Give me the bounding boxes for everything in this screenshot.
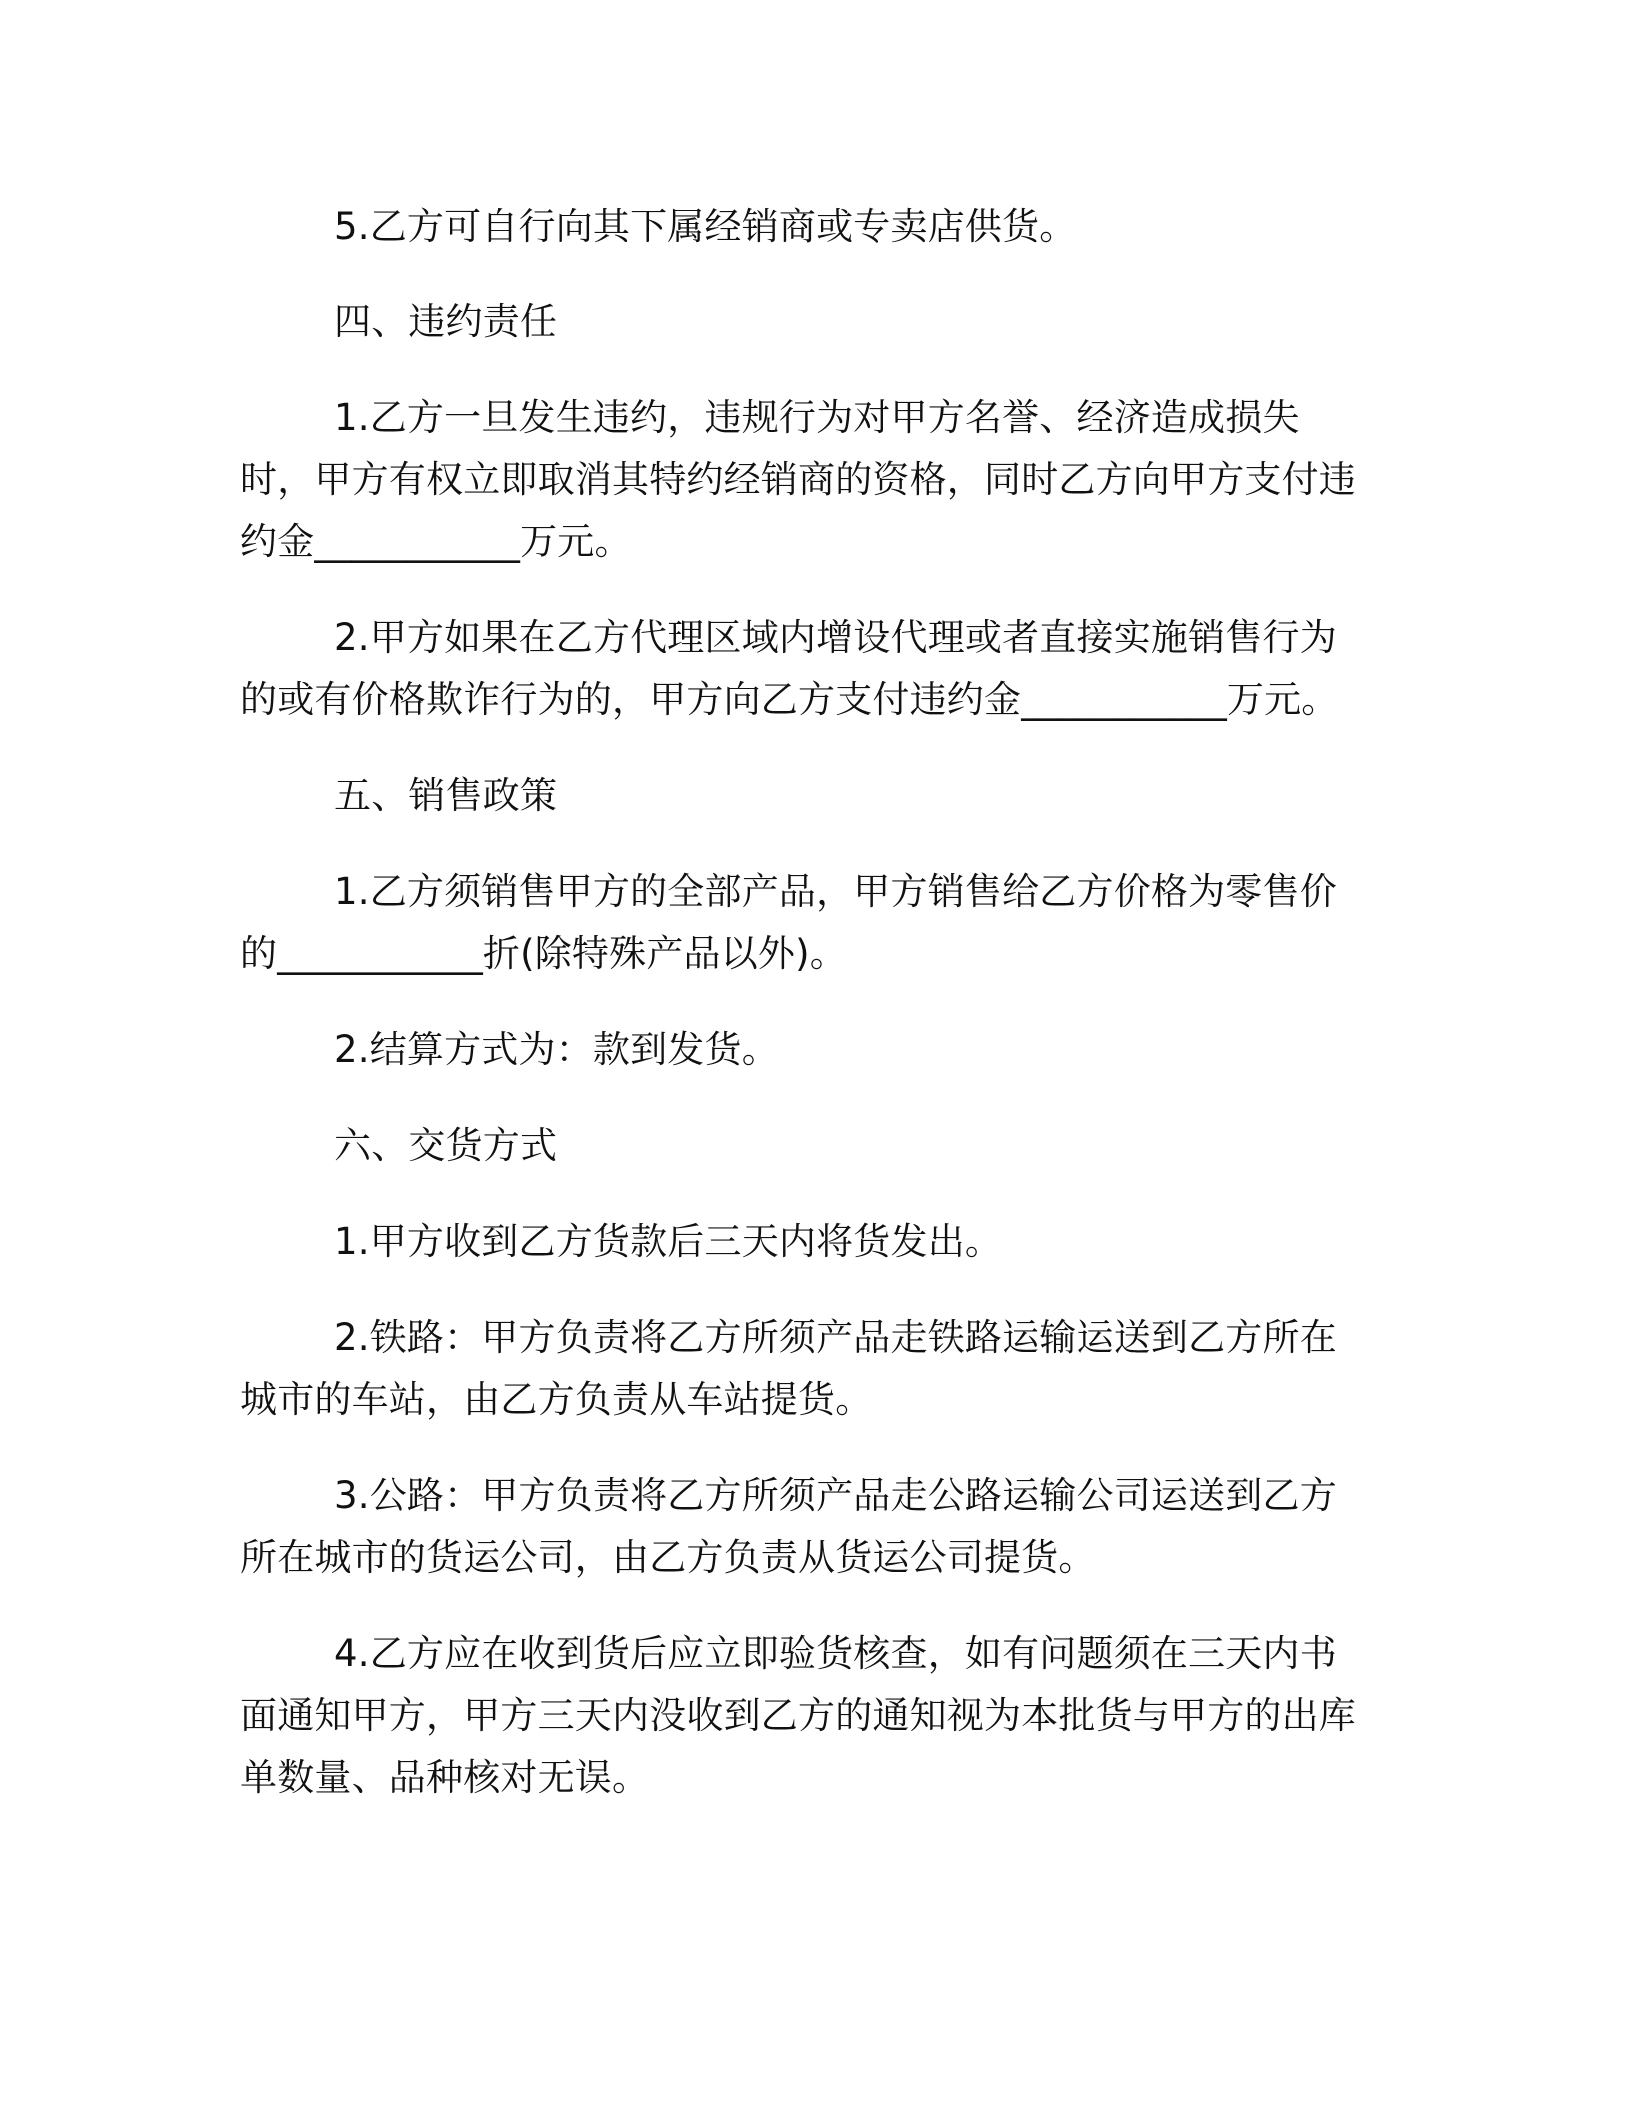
clause-6-3: 3.公路：甲方负责将乙方所须产品走公路运输公司运送到乙方所在城市的货运公司，由乙方负责从货运公司提货。 [240,1474,1337,1579]
section-heading-4: 四、违约责任 [334,300,558,343]
clause-5-2: 2.结算方式为：款到发货。 [334,1028,779,1071]
clause-6-4: 4.乙方应在收到货后应立即验货核查，如有问题须在三天内书面通知甲方，甲方三天内没收到乙方的通知视为本批货与甲方的出库单数量、品种核对无误。 [240,1632,1356,1799]
clause-4-2: 2.甲方如果在乙方代理区域内增设代理或者直接实施销售行为的或有价格欺诈行为的，甲方向乙方支付违约金___________万元。 [240,616,1339,721]
section-heading-6: 六、交货方式 [334,1124,558,1167]
clause-4-1: 1.乙方一旦发生违约，违规行为对甲方名誉、经济造成损失时，甲方有权立即取消其特约经销商的资格，同时乙方向甲方支付违约金___________万元。 [240,396,1356,563]
clause-6-2: 2.铁路：甲方负责将乙方所须产品走铁路运输运送到乙方所在城市的车站，由乙方负责从车站提货。 [240,1316,1337,1421]
section-heading-5: 五、销售政策 [334,774,558,817]
clause-6-1: 1.甲方收到乙方货款后三天内将货发出。 [334,1220,1003,1263]
clause-3-5: 5.乙方可自行向其下属经销商或专卖店供货。 [334,205,1077,248]
document-body [240,196,1370,1809]
clause-5-1: 1.乙方须销售甲方的全部产品，甲方销售给乙方价格为零售价的___________折(除特殊产品以外)。 [240,870,1337,975]
